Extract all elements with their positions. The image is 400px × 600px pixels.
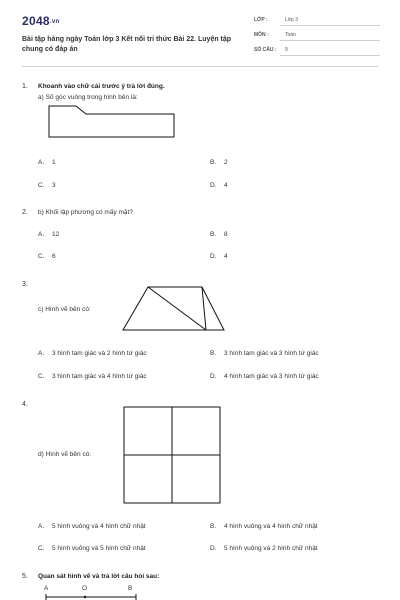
logo-text: 2048 <box>22 14 50 28</box>
question-prompt: a) Số góc vuông trong hình bên là: <box>38 94 138 101</box>
question-instruction: Khoanh vào chữ cái trước ý trả lời đúng. <box>38 83 165 90</box>
meta-label-subject: MÔN : <box>254 32 269 38</box>
meta-label-class: LỚP : <box>254 17 268 23</box>
option-c[interactable]: C. 5 hình vuông và 5 hình chữ nhật <box>38 545 146 552</box>
figure-segment-aob <box>40 592 150 600</box>
meta-label-count: SỐ CÂU : <box>254 47 277 53</box>
question-number: 2. <box>22 209 28 216</box>
meta-value-class: Lớp 3 <box>285 17 299 23</box>
figure-trapezoid <box>120 285 228 333</box>
question-prompt: b) Khối lập phương có mấy mặt? <box>38 209 133 216</box>
site-logo[interactable] <box>22 14 59 28</box>
option-a[interactable]: A. 3 hình tam giác và 2 hình tứ giác <box>38 350 147 357</box>
meta-underline <box>280 55 380 56</box>
question-number: 4. <box>22 401 28 408</box>
question-prompt: Quan sát hình vẽ và trả lời câu hỏi sau: <box>38 573 160 580</box>
option-d[interactable]: D. 4 <box>210 253 228 260</box>
option-b[interactable]: B. 4 hình vuông và 4 hình chữ nhật <box>210 523 318 530</box>
figure-square-grid <box>122 405 222 505</box>
option-d[interactable]: D. 4 hình tam giác và 3 hình tứ giác <box>210 373 319 380</box>
point-label-a: A <box>44 585 49 592</box>
meta-underline <box>280 25 380 26</box>
figure-polygon <box>44 104 184 142</box>
option-b[interactable]: B. 3 hình tam giác và 3 hình tứ giác <box>210 350 319 357</box>
question-number: 1. <box>22 83 28 90</box>
option-c[interactable]: C. 3 hình tam giác và 4 hình tứ giác <box>38 373 147 380</box>
header-divider <box>22 66 378 67</box>
option-b[interactable]: B. 8 <box>210 231 228 238</box>
option-d[interactable]: D. 4 <box>210 182 228 189</box>
point-label-b: B <box>128 585 133 592</box>
meta-underline <box>280 40 380 41</box>
option-b[interactable]: B. 2 <box>210 159 228 166</box>
option-a[interactable]: A. 12 <box>38 231 60 238</box>
option-c[interactable]: C. 3 <box>38 182 56 189</box>
question-number: 5. <box>22 573 28 580</box>
option-a[interactable]: A. 5 hình vuông và 4 hình chữ nhật <box>38 523 146 530</box>
question-number: 3. <box>22 281 28 288</box>
point-label-o: O <box>82 585 88 592</box>
question-prompt: c) Hình vẽ bên có: <box>38 306 91 313</box>
logo-suffix: .vn <box>49 19 60 25</box>
meta-value-count: 9 <box>285 47 288 53</box>
option-d[interactable]: D. 5 hình vuông và 2 hình chữ nhật <box>210 545 318 552</box>
option-c[interactable]: C. 6 <box>38 253 56 260</box>
question-prompt: d) Hình vẽ bên có: <box>38 451 92 458</box>
meta-value-subject: Toán <box>285 32 296 38</box>
page-title: Bài tập hàng ngày Toán lớp 3 Kết nối tri thức Bài 22. Luyện tập chung có đáp án <box>22 36 232 53</box>
option-a[interactable]: A. 1 <box>38 159 56 166</box>
